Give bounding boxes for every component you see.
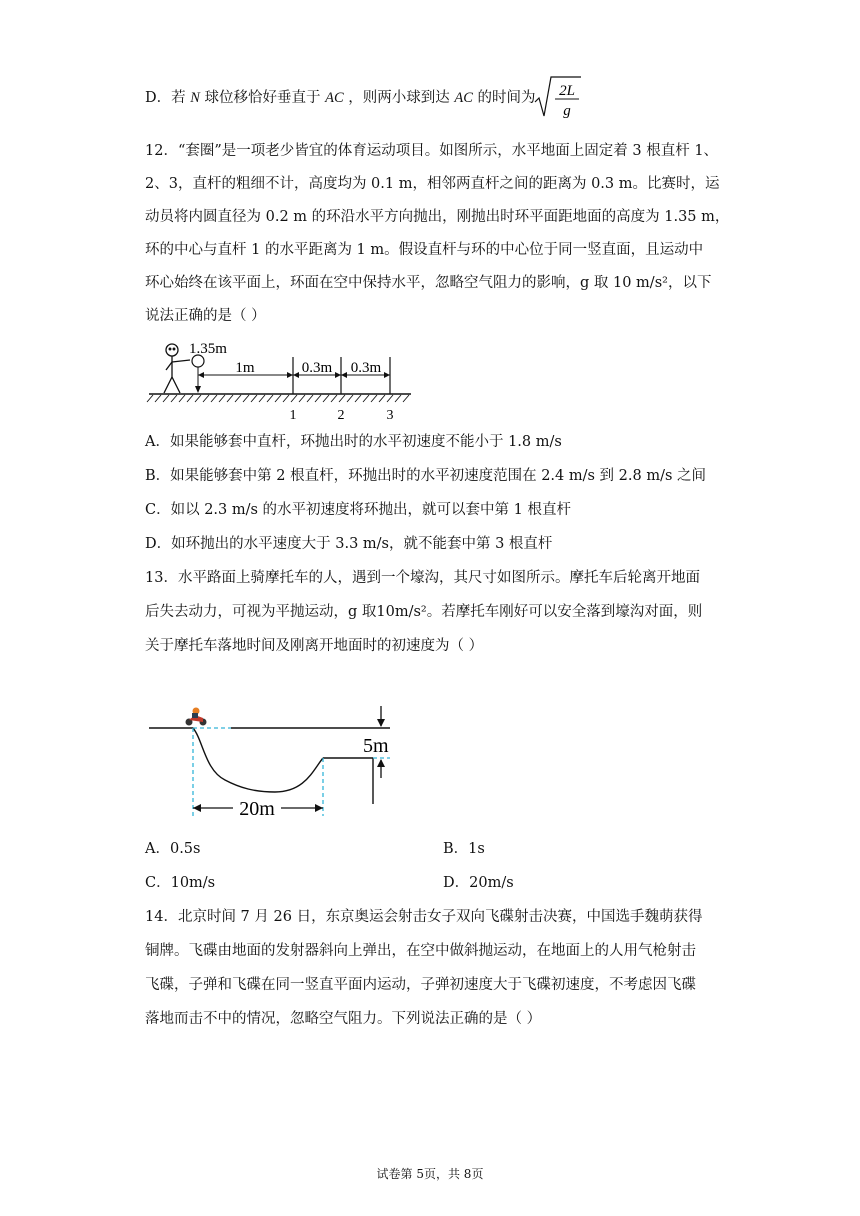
- dist-label-0-3m-b: 0.3m: [350, 360, 382, 376]
- q12-line-1: 12．“套圈”是一项老少皆宜的体育运动项目。如图所示，水平地面上固定着 3 根直杆 1、: [145, 143, 719, 159]
- ditch-curve: [193, 728, 323, 792]
- q11-d-ac2: AC: [454, 90, 473, 106]
- person-figure: [164, 344, 190, 393]
- q11-d-ac1: AC: [325, 90, 344, 106]
- height-label-1-35m: 1.35m: [189, 341, 227, 357]
- q12-option-a: A．如果能够套中直杆，环抛出时的水平初速度不能小于 1.8 m/s: [145, 434, 562, 450]
- q11-d-n: N: [190, 90, 200, 106]
- q13-line-2: 后失去动力，可视为平抛运动，g 取10m/s²。若摩托车刚好可以安全落到壕沟对面，则: [145, 604, 703, 620]
- q12-option-b: B．如果能够套中第 2 根直杆，环抛出时的水平初速度范围在 2.4 m/s 到 2.8 m/s 之间: [145, 468, 707, 484]
- height-label-5m: 5m: [363, 735, 389, 757]
- q11-frac-den: g: [563, 103, 571, 119]
- q13-line-3: 关于摩托车落地时间及刚离开地面时的初速度为（ ）: [145, 638, 484, 654]
- motorcycle-icon: [186, 708, 207, 726]
- q11-d-prefix: D．若: [145, 90, 186, 106]
- dist-label-1m: 1m: [235, 360, 255, 376]
- pole-label-3: 3: [386, 408, 394, 423]
- q14-line-1: 14．北京时间 7 月 26 日，东京奥运会射击女子双向飞碟射击决赛，中国选手魏萌获得: [145, 909, 703, 925]
- page-footer: 试卷第 5页，共 8页: [376, 1167, 484, 1181]
- q13-ditch-figure: [145, 700, 405, 825]
- q12-line-3: 动员将内圆直径为 0.2 m 的环沿水平方向抛出，刚抛出时环平面距地面的高度为 1.35 m，: [145, 209, 730, 225]
- q12-line-4: 环的中心与直杆 1 的水平距离为 1 m。假设直杆与环的中心位于同一竖直面，且运动中: [145, 242, 704, 258]
- dist-label-0-3m-a: 0.3m: [301, 360, 333, 376]
- q12-option-d: D．如环抛出的水平速度大于 3.3 m/s，就不能套中第 3 根直杆: [145, 536, 553, 552]
- q12-line-2: 2、3，直杆的粗细不计，高度均为 0.1 m，相邻两直杆之间的距离为 0.3 m。比赛时，运: [145, 176, 720, 192]
- q11-d-mid3: 的时间为: [477, 90, 536, 106]
- q11-frac-num: 2L: [559, 83, 575, 99]
- q12-line-5: 环心始终在该平面上，环面在空中保持水平，忽略空气阻力的影响，g 取 10 m/s²，以下: [145, 275, 712, 291]
- q13-option-b: B．1s: [443, 841, 485, 857]
- q11-d-mid2: ，则两小球到达: [348, 90, 450, 106]
- q13-option-c: C．10m/s: [145, 875, 216, 891]
- q14-line-3: 飞碟，子弹和飞碟在同一竖直平面内运动，子弹初速度大于飞碟初速度，不考虑因飞碟: [145, 977, 696, 993]
- q14-line-4: 落地而击不中的情况，忽略空气阻力。下列说法正确的是（ ）: [145, 1011, 542, 1027]
- pole-label-2: 2: [337, 408, 345, 423]
- q12-option-c: C．如以 2.3 m/s 的水平初速度将环抛出，就可以套中第 1 根直杆: [145, 502, 571, 518]
- q11-sqrt-formula: [533, 74, 583, 120]
- width-label-20m: 20m: [239, 798, 275, 820]
- q11-d-mid1: 球位移恰好垂直于: [204, 90, 321, 106]
- q13-line-1: 13．水平路面上骑摩托车的人，遇到一个壕沟，其尺寸如图所示。摩托车后轮离开地面: [145, 570, 700, 586]
- q13-option-d: D．20m/s: [443, 875, 514, 891]
- q11-option-d: [145, 88, 536, 108]
- q14-line-2: 铜牌。飞碟由地面的发射器斜向上弹出，在空中做斜抛运动，在地面上的人用气枪射击: [145, 943, 696, 959]
- q12-ring-toss-figure: [145, 335, 415, 425]
- pole-label-1: 1: [289, 408, 297, 423]
- q12-line-6: 说法正确的是（ ）: [145, 308, 266, 324]
- q13-option-a: A．0.5s: [145, 841, 201, 857]
